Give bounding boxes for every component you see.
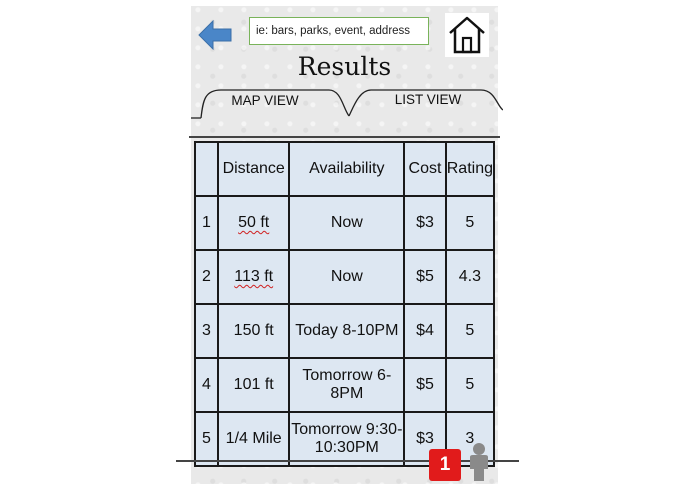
table-row[interactable] (195, 196, 494, 250)
rating-cell: 3 (446, 412, 494, 466)
table-row[interactable] (195, 358, 494, 412)
distance-cell (218, 196, 289, 250)
page-title: Results (297, 52, 392, 81)
availability-cell: Now (289, 250, 404, 304)
tab-list-view[interactable]: LIST VIEW (394, 92, 462, 107)
distance-cell: 150 ft (218, 304, 289, 358)
row-number: 5 (195, 412, 218, 466)
notification-badge[interactable]: 1 (429, 449, 461, 481)
table-header-row (195, 142, 494, 196)
column-header-number (195, 142, 218, 196)
divider (189, 136, 500, 138)
row-number: 2 (195, 250, 218, 304)
search-input[interactable] (249, 17, 429, 45)
distance-cell: 1/4 Mile (218, 412, 289, 466)
availability-cell: Tomorrow 9:30-10:30PM (289, 412, 404, 466)
column-header-distance: Distance (218, 142, 289, 196)
rating-cell: 5 (446, 196, 494, 250)
availability-cell: Now (289, 196, 404, 250)
cost-cell: $5 (404, 358, 445, 412)
cost-cell: $3 (404, 412, 445, 466)
rating-cell: 5 (446, 304, 494, 358)
column-header-availability: Availability (289, 142, 404, 196)
distance-cell (218, 250, 289, 304)
table-row[interactable] (195, 304, 494, 358)
row-number: 3 (195, 304, 218, 358)
rating-cell: 5 (446, 358, 494, 412)
distance-value: 113 ft (234, 268, 274, 285)
availability-cell: Tomorrow 6-8PM (289, 358, 404, 412)
distance-value: 50 ft (238, 214, 270, 231)
row-number: 1 (195, 196, 218, 250)
home-icon[interactable] (445, 13, 489, 57)
rating-cell: 4.3 (446, 250, 494, 304)
person-icon[interactable] (467, 442, 491, 482)
table-row[interactable] (195, 250, 494, 304)
back-arrow-icon[interactable] (198, 20, 232, 50)
distance-cell: 101 ft (218, 358, 289, 412)
column-header-rating: Rating (446, 142, 494, 196)
column-header-cost: Cost (404, 142, 445, 196)
availability-cell: Today 8-10PM (289, 304, 404, 358)
results-table (194, 141, 495, 467)
row-number: 4 (195, 358, 218, 412)
tab-map-view[interactable]: MAP VIEW (231, 93, 299, 108)
cost-cell: $3 (404, 196, 445, 250)
cost-cell: $4 (404, 304, 445, 358)
cost-cell: $5 (404, 250, 445, 304)
